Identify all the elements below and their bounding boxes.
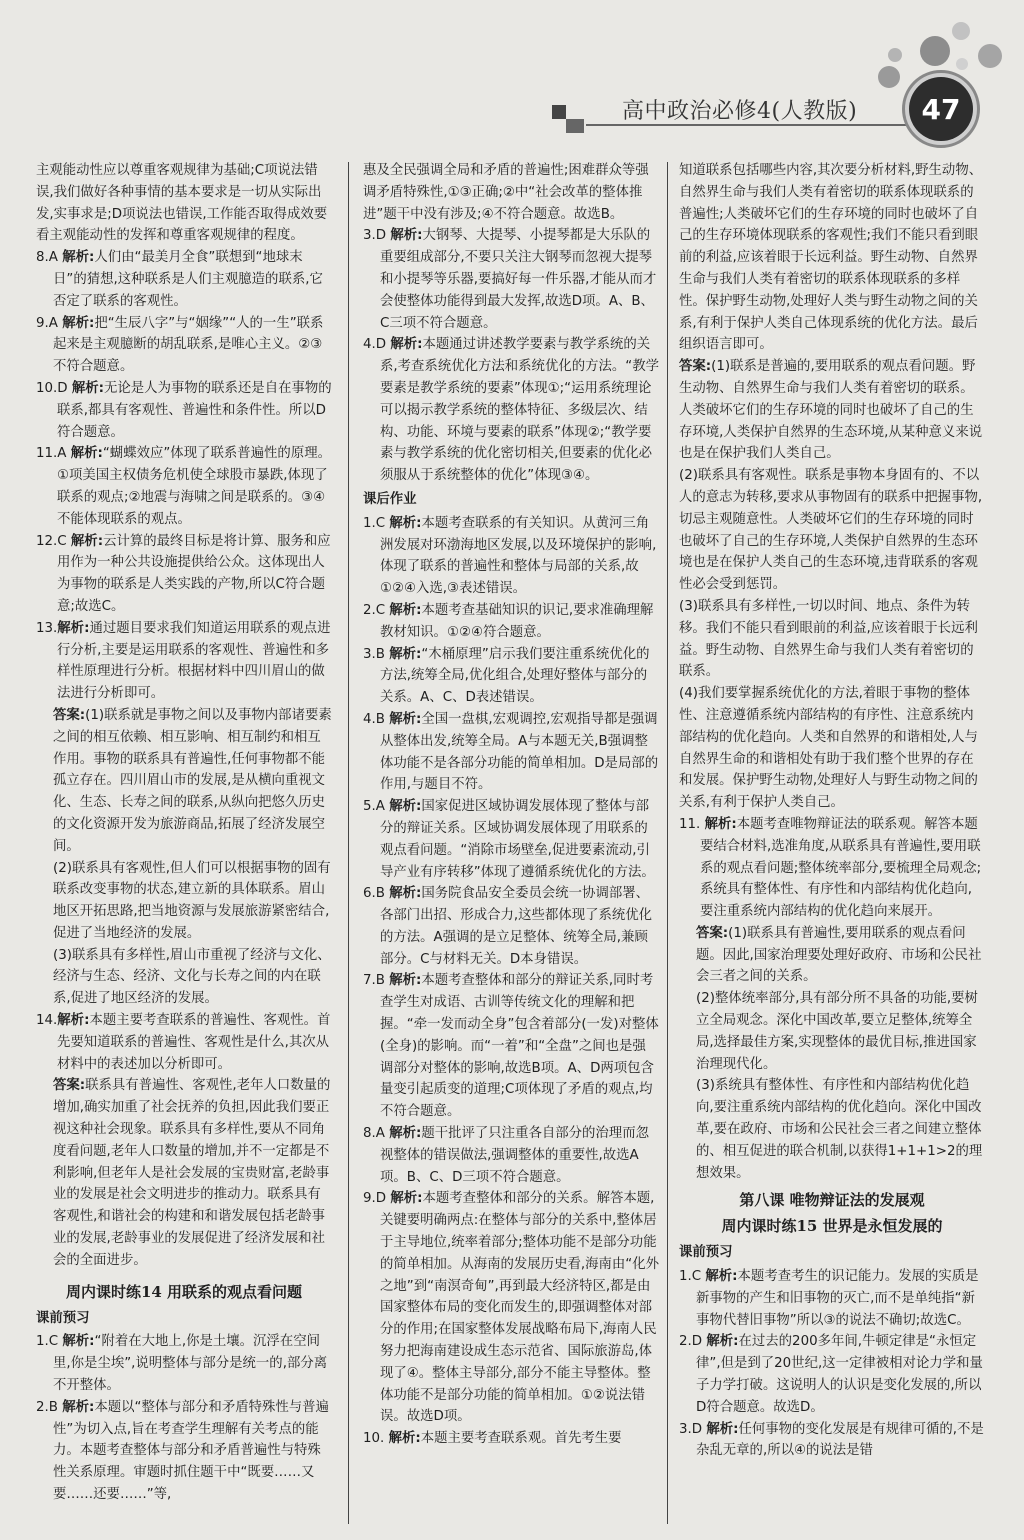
lesson-heading: 第八课 唯物辩证法的发展观: [739, 1191, 925, 1210]
column-divider: [348, 162, 349, 1524]
answer-item: 2.B 解析:本题以“整体与部分和矛盾特殊性与普遍性”为切入点,旨在考查学生理解有关考点的能力。本题考查整体与部分和矛盾普遍性与特殊性关系原理。审题时抓住题干中“既要……又要……还要……”等,: [36, 1399, 329, 1503]
header-square-mark: [552, 105, 566, 119]
paragraph: 惠及全民强调全局和矛盾的普遍性;困难群众等强调矛盾特殊性,①③正确;②中“社会改革的整体推进”题干中没有涉及;④不符合题意。故选B。: [363, 163, 649, 222]
answer-text: (4)我们要掌握系统优化的方法,着眼于事物的整体性、注意遵循系统内部结构的有序性、注意系统内部结构的优化趋向。人类和自然界的和谐相处,人与自然界生命的和谐相处有助于我们整个世界的存在和发展。保护野生动物,处理好人与野生动物之间的关系,有利于保护人类自己。: [679, 686, 978, 811]
answer-item: 13.解析:通过题目要求我们知道运用联系的观点进行分析,主要是运用联系的客观性、普遍性和多样性原理进行分析。根据材料中四川眉山的做法进行分析即可。: [36, 620, 331, 702]
answer-text: 答案:(1)联系就是事物之间以及事物内部诸要素之间的相互依赖、相互影响、相互制约和相互作用。事物的联系具有普遍性,任何事物都不能孤立存在。四川眉山市的发展,是从横向重视文化、生态、长寿之间的联系,从纵向把悠久历史的文化资源开发为旅游商品,拓展了经济发展空间。: [53, 707, 332, 854]
answer-text: (2)联系具有客观性,但人们可以根据事物的固有联系改变事物的状态,建立新的具体联系。眉山地区开拓思路,把当地资源与发展旅游紧密结合,促进了当地经济的发展。: [53, 860, 331, 941]
answer-item: 10.D 解析:无论是人为事物的联系还是自在事物的联系,都具有客观性、普遍性和条件性。所以D符合题意。: [36, 380, 332, 440]
page-number: 47: [909, 77, 973, 141]
answer-text: 答案:(1)联系具有普遍性,要用联系的观点看问题。因此,国家治理要处理好政府、市场和公民社会三者之间的关系。: [696, 925, 982, 985]
answer-item: 4.D 解析:本题通过讲述教学要素与教学系统的关系,考查系统优化方法和系统优化的方法。“教学要素是教学系统的要素”体现①;“运用系统理论可以揭示教学系统的整体特征、多级层次、结构、功能、环境与要素的联系”体现②;“教学要素与教学系统的优化密切相关,但要素的优化必须服从于系统整体的优化”体现③④。: [363, 337, 660, 484]
answer-text: (2)联系具有客观性。联系是事物本身固有的、不以人的意志为转移,要求从事物固有的联系中把握事物,切忌主观随意性。人类破坏它们的生存环境的同时也破坏了自己的生存环境,人类保护自然界的生态环境也是在保护人类自己的生态环境,违背联系的客观性必会受到惩罚。: [679, 468, 983, 593]
answer-item: 11.A 解析:“蝴蝶效应”体现了联系普遍性的原理。①项美国主权债务危机使全球股市暴跌,体现了联系的观点;②地震与海啸之间是联系的。③④不能体现联系的观点。: [36, 446, 331, 527]
answer-text: (3)联系具有多样性,一切以时间、地点、条件为转移。我们不能只看到眼前的利益,应该着眼于长远利益。野生动物、自然界生命与我们人类有着密切的联系。: [679, 598, 978, 680]
answer-item: 8.A 解析:题干批评了只注重各自部分的治理而忽视整体的错误做法,强调整体的重要性,故选A项。B、C、D三项不符合题意。: [363, 1126, 649, 1185]
answer-item: 8.A 解析:人们由“最美月全食”联想到“地球末日”的猜想,这种联系是人们主观臆造的联系,它否定了联系的客观性。: [36, 250, 323, 309]
header-square-mark: [566, 119, 584, 133]
answer-text: (3)系统具有整体性、有序性和内部结构优化趋向,要注重系统内部结构的优化趋向。深化中国改革,要在政府、市场和公民社会三者之间建立整体的、相互促进的联合机制,以获得1+1+1>2的理想效果。: [696, 1078, 983, 1181]
answer-item: 3.B 解析:“木桶原理”启示我们要注重系统优化的方法,统筹全局,优化组合,处理好整体与部分的关系。A、C、D表述错误。: [363, 646, 650, 706]
answer-item: 4.B 解析:全国一盘棋,宏观调控,宏观指导都是强调从整体出发,统筹全局。A与本题无关,B强调整体功能不是各部分功能的简单相加。D是局部的作用,与题目不符。: [363, 711, 659, 793]
answer-item: 1.C 解析:本题考查考生的识记能力。发展的实质是新事物的产生和旧事物的灭亡,而不是单纯指“新事物代替旧事物”所以③的说法不确切;故选C。: [679, 1269, 979, 1328]
answer-text: 答案:(1)联系是普遍的,要用联系的观点看问题。野生动物、自然界生命与我们人类有着密切的联系。人类破坏它们的生存环境的同时也破坏了自己的生存环境,人类保护自然界的生态环境,从某种意义来说也是在保护我们人类自己。: [679, 359, 983, 462]
answer-item: 11. 解析:本题考查唯物辩证法的联系观。解答本题要结合材料,选准角度,从联系具有普遍性,要用联系的观点看问题;整体统率部分,要梳理全局观念;系统具有整体性、有序性和内部结构优化趋向,要注重系统内部结构的优化趋向来展开。: [679, 816, 982, 920]
paragraph: 主观能动性应以尊重客观规律为基础;C项说法错误,我们做好各种事情的基本要求是一切从实际出发,实事求是;D项说法也错误,工作能否取得成效要看主观能动性的发挥和尊重客观规律的程度。: [36, 163, 328, 244]
book-title: 高中政治必修4(人教版): [622, 99, 858, 124]
answer-item: 3.D 解析:任何事物的变化发展是有规律可循的,不是杂乱无章的,所以④的说法是错: [679, 1421, 984, 1459]
column-middle: [363, 160, 659, 1450]
answer-item: 9.D 解析:本题考查整体和部分的关系。解答本题,关键要明确两点:在整体与部分的关系中,整体居于主导地位,统率着部分;整体功能不是部分功能的简单相加。从海南的发展历史看,海南由“化外之地”到“南溟奇甸”,再到最大经济特区,都是由国家整体布局的变化而发生的,即强调整体对部分的作用;在国家整体发展战略布局下,海南人民努力把海南建设成生态示范省、国际旅游岛,体现了④。整体主导部分,部分不能主导整体。整体功能不是部分功能的简单相加。①②说法错误。故选D项。: [363, 1191, 660, 1425]
answer-item: 2.D 解析:在过去的200多年间,牛顿定律是“永恒定律”,但是到了20世纪,这一定律被相对论力学和量子力学打破。这说明人的认识是变化发展的,所以D符合题意。故选D。: [679, 1334, 983, 1415]
subsection-heading: 课后作业: [363, 491, 417, 507]
paragraph: 知道联系包括哪些内容,其次要分析材料,野生动物、自然界生命与我们人类有着密切的联系体现联系的普遍性;人类破坏它们的生存环境的同时也破坏了自己的生存环境体现联系的客观性;我们不能只看到眼前的利益,应该着眼于长远利益。野生动物、自然界生命与我们人类有着密切的联系体现联系的多样性。保护野生动物,处理好人类与野生动物之间的关系,有利于保护人类自己体现系统的优化方法。最后组织语言即可。: [679, 163, 983, 353]
section-heading: 周内课时练14 用联系的观点看问题: [65, 1282, 303, 1301]
answer-text: (2)整体统率部分,具有部分所不具备的功能,要树立全局观念。深化中国改革,要立足整体,统筹全局,选择最佳方案,实现整体的最优目标,推进国家治理现代化。: [696, 991, 978, 1072]
subsection-heading: 课前预习: [679, 1245, 733, 1261]
answer-item: 5.A 解析:国家促进区域协调发展体现了整体与部分的辩证关系。区域协调发展体现了用联系的观点看问题。“消除市场壁垒,促进要素流动,引导产业有序转移”体现了遵循系统优化的方法。: [363, 799, 655, 880]
column-left: [36, 160, 332, 1506]
answer-item: 2.C 解析:本题考查基础知识的识记,要求准确理解教材知识。①②④符合题意。: [363, 602, 654, 640]
answer-text: 答案:联系具有普遍性、客观性,老年人口数量的增加,确实加重了社会抚养的负担,因此我们要正视这种社会现象。联系具有多样性,要从不同角度看问题,老年人口数量的增加,并不一定都是不利影响,但老年人是社会发展的宝贵财富,老龄事业的发展是社会文明进步的推动力。联系具有客观性,和谐社会的构建和和谐发展包括老龄事业的发展,老龄事业的发展促进了经济发展和社会的全面进步。: [53, 1078, 331, 1268]
answer-item: 12.C 解析:云计算的最终目标是将计算、服务和应用作为一种公共设施提供给公众。这体现出人为事物的联系是人类实践的产物,所以C符合题意;故选C。: [36, 533, 331, 614]
answer-item: 14.解析:本题主要考查联系的普遍性、客观性。首先要知道联系的普遍性、客观性是什么,其次从材料中的表述加以分析即可。: [36, 1013, 331, 1072]
answer-item: 9.A 解析:把“生辰八字”与“姻缘”“人的一生”联系起来是主观臆断的胡乱联系,是唯心主义。②③不符合题意。: [36, 315, 324, 375]
answer-item: 1.C 解析:“附着在大地上,你是土壤。沉浮在空间里,你是尘埃”,说明整体与部分是统一的,部分离不开整体。: [36, 1334, 328, 1394]
answer-text: (3)联系具有多样性,眉山市重视了经济与文化、经济与生态、经济、文化与长寿之间的内在联系,促进了地区经济的发展。: [53, 947, 331, 1007]
answer-item: 7.B 解析:本题考查整体和部分的辩证关系,同时考查学生对成语、古训等传统文化的理解和把握。“牵一发而动全身”包含着部分(一发)对整体(全身)的影响。而“一着”和“全盘”之间也是强调部分对整体的影响,故选B项。A、D两项包含量变引起质变的道理;C项体现了矛盾的观点,均不符合题意。: [363, 973, 659, 1120]
subsection-heading: 课前预习: [36, 1310, 90, 1326]
answer-item: 6.B 解析:国务院食品安全委员会统一协调部署、各部门出招、形成合力,这些都体现了系统优化的方法。A强调的是立足整体、统筹全局,兼顾部分。C与材料无关。D本身错误。: [363, 886, 653, 967]
column-right: [679, 160, 985, 1462]
section-heading: 周内课时练15 世界是永恒发展的: [721, 1217, 943, 1236]
answer-item: 3.D 解析:大钢琴、大提琴、小提琴都是大乐队的重要组成部分,不要只关注大钢琴而忽视大提琴和小提琴等乐器,要搞好每一件乐器,才能从而才会使整体功能得到最大发挥,故选D项。A、B、C三项不符合题意。: [363, 228, 657, 331]
answer-item: 10. 解析:本题主要考查联系观。首先考生要: [363, 1431, 622, 1447]
column-divider: [667, 162, 668, 1524]
answer-item: 1.C 解析:本题考查联系的有关知识。从黄河三角洲发展对环渤海地区发展,以及环境保护的影响,体现了联系的普遍性和整体与局部的关系,故①②④入选,③表述错误。: [363, 515, 657, 597]
page-header: [0, 0, 1024, 150]
